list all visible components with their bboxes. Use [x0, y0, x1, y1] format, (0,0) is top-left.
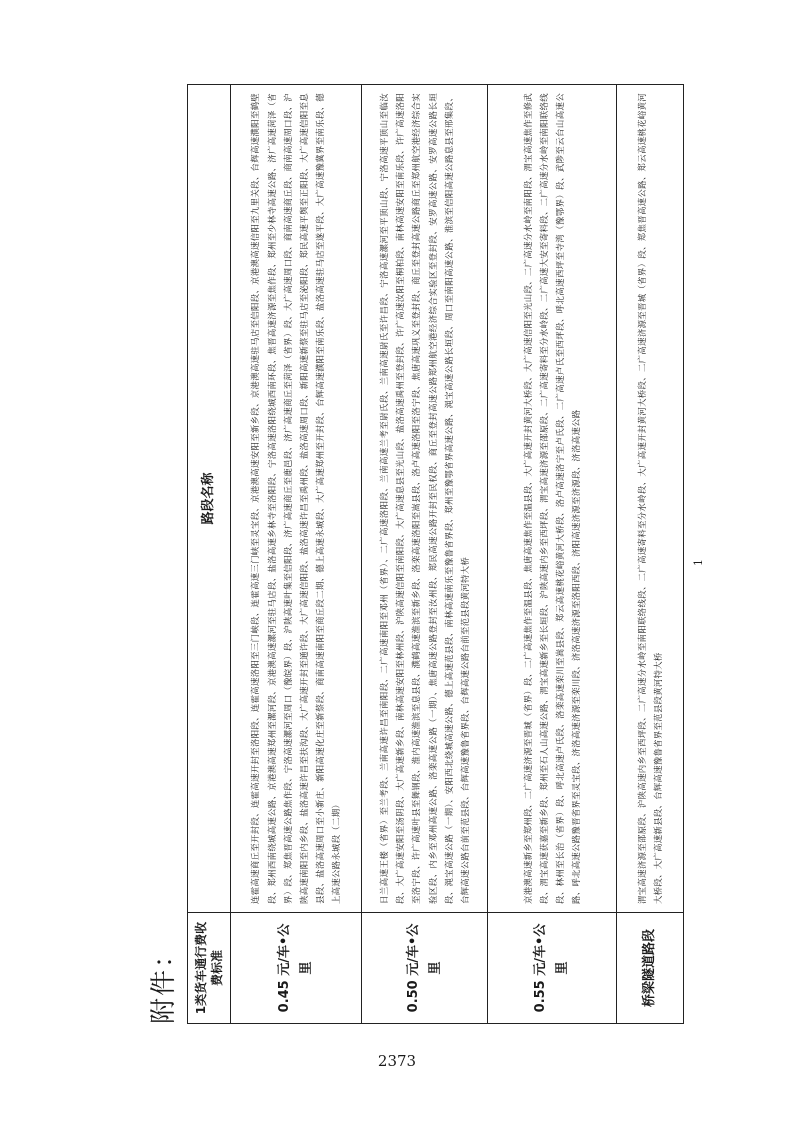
header-roads: 路段名称 [188, 85, 231, 913]
header-standard: 1类货车通行费收费标准 [188, 913, 231, 1024]
rate-cell: 0.45 元/车•公里 [231, 913, 362, 1024]
roads-cell: 连霍高速商丘至开封段、连霍高速开封至洛阳段、连霍高速洛阳至三门峡段、连霍高速三门峡至灵宝段、京港澳高速安阳至新乡段、京港澳高速驻马店至信阳段、京港澳高速信阳至九里关段、台辉高速濮阳至鹤壁段、郑州西南绕城高速公路、京港澳高速郑州至漯河段、京港澳高速漯河至驻马店段、盐洛高速乡林寺至洛阳段、宁洛高速洛阳绕城西南环段、焦晋高速济源至焦作段、郑州至少林寺高速公路、济广高速菏泽（省界）段、郑焦晋高速公路焦作段、宁洛高速漯河至周口（豫皖界）段、沪陕高速叶集至信阳段、济广高速商丘至鹿邑段、济广高速商丘至菏泽（省界）段、大广高速周口段、商南高速商丘段、商南高速周口段、沪陕高速南阳至内乡段、盐洛高速许昌至扶沟段、大广高速开封至通许段、大广高速信阳段、盐洛高速许昌至禹州段、盐洛高速周口段、新阳高速新蔡至驻马店至泌阳段、郑民高速平舆至正阳段、大广高速信阳至息县段、盐洛高速周口至小新庄、新阳高速化庄至新蔡段、商南高速南阳至商丘段二期、德上高速永城段、大广高速郑州至开封段、台辉高速濮阳至南乐段、盐洛高速驻马店至遂平段、大广高速豫冀界至南乐段、德上高速公路永城段（二期） [231, 85, 362, 913]
table-row [362, 85, 488, 1024]
rate-cell: 0.55 元/车•公里 [488, 913, 617, 1024]
roads-cell: 京港澳高速新乡至郑州段、二广高速济源至晋城（省界）段、二广高速焦作至温县段、焦唐高速焦作至温县段、大广高速开封黄河大桥段、大广高速信阳至光山段、二广高速分水岭至南阳段、渭宝高速焦作至修武段、渭宝高速获嘉至新乡段、郑州至石人山高速公路、渭宝高速新乡至长垣段、沪陕高速内乡至西坪段、渭宝高速济源至邵原段、二广高速寄料至分水岭段、二广高速大安至寄料段、二广高速分水岭至南阳联络线段、林州至长治（省界）段、呼北高速卢氏段、洛栾高速栾川至嵩县段、郑云高速桃花峪黄河大桥段、洛卢高速洛宁至卢氏段、二广高速卢氏至西坪段、呼北高速西坪至寺湾（豫鄂界）段、武陟至云台山高速公路、呼北高速公路豫晋省界至灵宝段、济洛高速济源至栾川段、济洛高速济源至洛阳西段、济阳高速济源至济源段、济洛高速公路 [488, 85, 617, 913]
toll-standard-table [187, 84, 684, 1024]
rate-cell: 0.50 元/车•公里 [362, 913, 488, 1024]
table-header-row [188, 85, 231, 1024]
attachment-title: 附件： [149, 939, 179, 1024]
roads-cell: 日兰高速王楼（省界）至兰考段、兰南高速许昌至南阳段、二广高速南阳至邓州（省界）、二广高速洛阳段、兰南高速兰考至尉氏段、兰南高速尉氏至许昌段、宁洛高速漯河至平顶山段、宁洛高速平顶山至临汝段、大广高速安阳至汤阴段、大广高速新乡段、南林高速安阳至林州段、沪陕高速信阳至南阳段、大广高速息县至光山段、盐洛高速禹州至登封段、许广高速汝阳至桐柏段、南林高速安阳至南乐段、许广高速洛阳至洛宁段、许广高速叶县至舞钢段、淮内高速淮滨至息县段、濮鹤高速淮滨至新乡段、洛栾高速洛阳至嵩县段、洛卢高速洛阳至洛宁段、焦唐高速巩义至登封段、商丘至登封高速公路商丘至郑州航空港经济综合实验区段、内乡至邓州高速公路、洛栾高速公路（一期）、焦唐高速公路登封至汝州段、郑民高速公路开封至民权段、商丘至登封高速公路郑州航空港经济综合实验区至登封段、安罗高速公路、安罗高速公路长垣段、渑宝高速公路（一期）、安阳西北绕城高速公路、德上高速范县段、南林高速南乐至豫鲁省界段、郑州至豫鄂省界高速公路、渑宝高速公路长垣段、周口至南阳高速公路、淮滨至信阳高速公路息县至邢集段、台辉高速公路台前至范县段、台辉高速豫鲁省界段、台辉高速公路台前至范县段黄河特大桥 [362, 85, 488, 913]
rate-cell: 桥梁隧道路段 [617, 913, 684, 1024]
rotated-page [147, 84, 663, 1024]
page-footer-number: 2373 [377, 1052, 417, 1070]
table-row [617, 85, 684, 1024]
page-number: 1 [692, 559, 705, 566]
roads-cell: 渭宝高速济源至邵原段、沪陕高速内乡至西坪段、二广高速分水岭至南阳联络线段、二广高速寄料至分水岭段、大广高速开封黄河大桥段、二广高速济源至晋城（省界）段、郑焦晋高速公路、郑云高速桃花峪黄河大桥段、大广高速新县段、台辉高速豫鲁省界至范县段黄河特大桥 [617, 85, 684, 913]
table-row [488, 85, 617, 1024]
table-row [231, 85, 362, 1024]
